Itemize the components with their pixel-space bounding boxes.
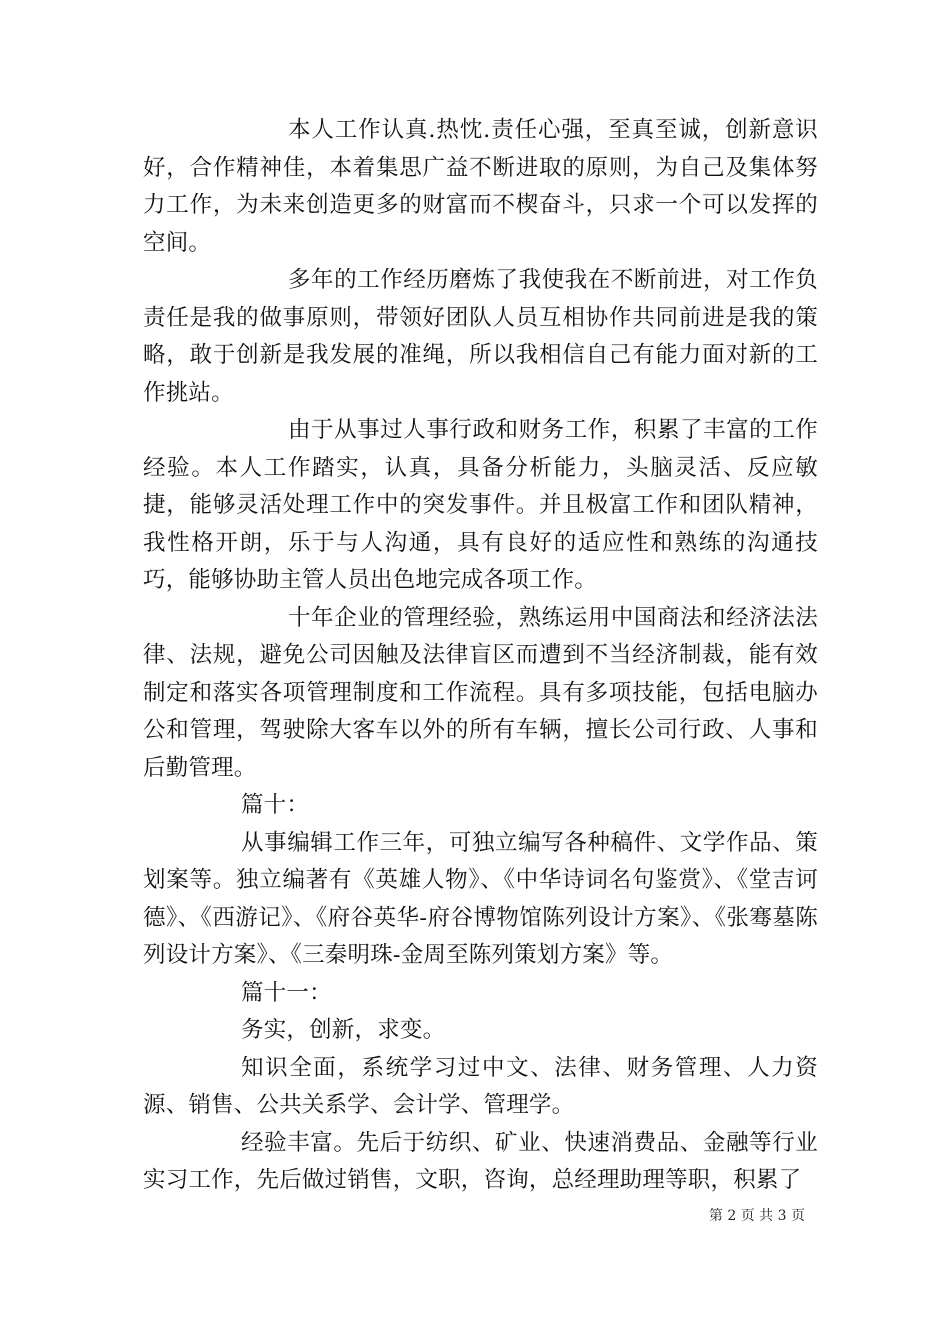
page-number-footer: 第 2 页 共 3 页 (708, 1208, 805, 1224)
paragraph: 由于从事过人事行政和财务工作，积累了丰富的工作经验。本人工作踏实，认真，具备分析能力，头脑灵活、反应敏捷，能够灵活处理工作中的突发事件。并且极富工作和团队精神，我性格开朗，乐于与人沟通，具有良好的适应性和熟练的沟通技巧，能够协助主管人员出色地完成各项工作。 (143, 417, 818, 593)
section-heading: 篇十： (241, 792, 310, 818)
paragraph: 多年的工作经历磨炼了我使我在不断前进，对工作负责任是我的做事原则，带领好团队人员互相协作共同前进是我的策略，敢于创新是我发展的准绳，所以我相信自己有能力面对新的工作挑站。 (143, 267, 818, 406)
paragraph: 务实，创新，求变。 (241, 1017, 446, 1043)
paragraph: 从事编辑工作三年，可独立编写各种稿件、文学作品、策划案等。独立编著有《英雄人物》、《中华诗词名句鉴赏》、《堂吉诃德》、《西游记》、《府谷英华-府谷博物馆陈列设计方案》、《张骞墓陈列设计方案》、《三秦明珠-金周至陈列策划方案》等。 (143, 829, 818, 968)
paragraph: 经验丰富。先后于纺织、矿业、快速消费品、金融等行业实习工作，先后做过销售，文职，咨询，总经理助理等职，积累了 (143, 1129, 818, 1193)
document-body (143, 112, 818, 1200)
section-heading: 篇十一： (241, 979, 332, 1006)
paragraph: 本人工作认真.热忱.责任心强，至真至诚，创新意识好，合作精神佳，本着集思广益不断进取的原则，为自己及集体努力工作，为未来创造更多的财富而不楔奋斗，只求一个可以发挥的空间。 (143, 117, 818, 256)
paragraph: 十年企业的管理经验，熟练运用中国商法和经济法法律、法规，避免公司因触及法律盲区而遭到不当经济制裁，能有效制定和落实各项管理制度和工作流程。具有多项技能，包括电脑办公和管理，驾驶除大客车以外的所有车辆，擅长公司行政、人事和后勤管理。 (143, 604, 818, 781)
paragraph: 知识全面，系统学习过中文、法律、财务管理、人力资源、销售、公共关系学、会计学、管理学。 (143, 1054, 818, 1118)
